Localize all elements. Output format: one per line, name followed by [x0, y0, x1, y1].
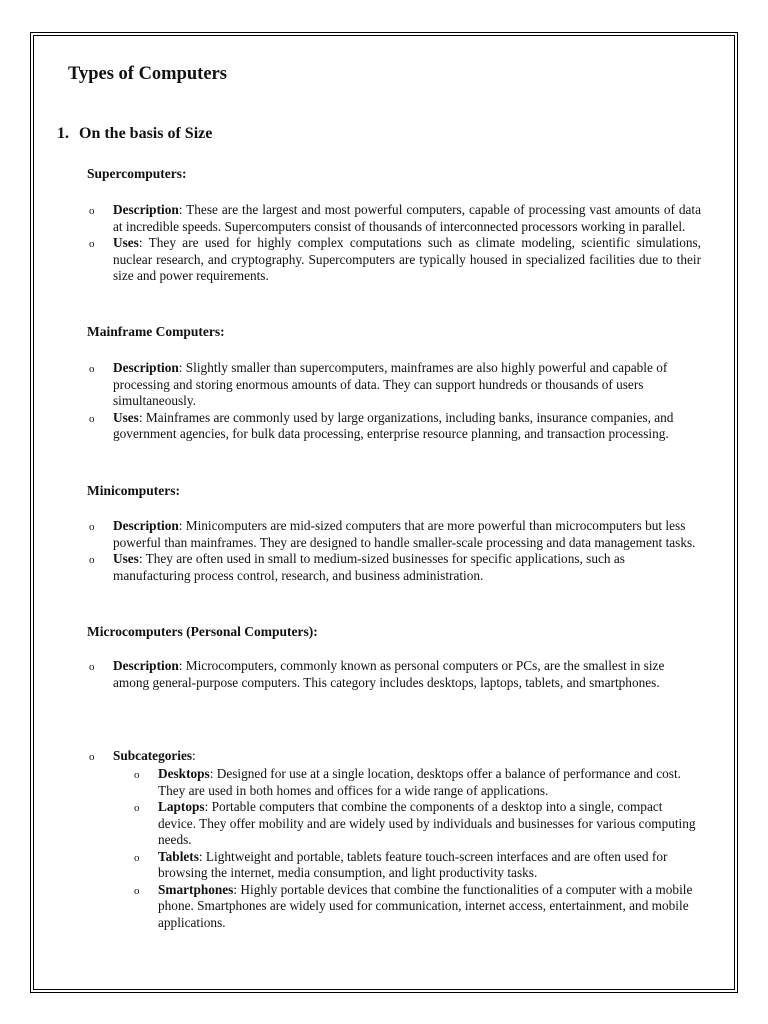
bullet-icon: o	[89, 238, 95, 250]
bullet-icon: o	[89, 554, 95, 566]
supercomputers-heading: Supercomputers:	[87, 166, 187, 181]
list-item	[89, 360, 701, 410]
subcategories-list	[89, 748, 701, 765]
bullet-icon: o	[89, 521, 95, 533]
item-text: : They are used for highly complex computations such as climate modeling, scientific simulations, nuclear research, and cryptography. Supercomputers are typically housed in specialized facilities due to their size and power requirements.	[113, 235, 701, 283]
bullet-icon: o	[89, 205, 95, 217]
sublist-item-tablets	[134, 849, 700, 882]
sublist-item-desktops	[134, 766, 700, 799]
item-text: : They are often used in small to medium-sized businesses for specific applications, such as manufacturing process control, research, and business administration.	[113, 551, 625, 583]
microcomputers-heading: Microcomputers (Personal Computers):	[87, 624, 318, 639]
item-term: Laptops	[158, 799, 205, 814]
subcategories-term: Subcategories	[113, 748, 193, 763]
item-text: : Highly portable devices that combine the functionalities of a computer with a mobile phone. Smartphones are widely used for communication, internet access, entertainment, and mobile applications.	[158, 881, 693, 930]
item-term: Tablets	[158, 848, 199, 864]
item-text: : Lightweight and portable, tablets feature touch-screen interfaces and are often used for browsing the internet, media consumption, and light productivity tasks.	[158, 848, 668, 880]
item-term: Description	[113, 202, 179, 217]
item-text: : Microcomputers, commonly known as personal computers or PCs, are the smallest in size among general-purpose computers. This category includes desktops, laptops, tablets, and smartphones.	[113, 658, 665, 690]
list-item	[89, 748, 701, 765]
item-text: : Mainframes are commonly used by large organizations, including banks, insurance companies, and government agencies, for bulk data processing, enterprise resource planning, and transaction processing.	[113, 409, 674, 441]
item-term: Uses	[113, 551, 139, 566]
item-text: : Slightly smaller than supercomputers, mainframes are also highly powerful and capable of processing and storing enormous amounts of data. They can support hundreds or thousands of users simultaneously.	[113, 360, 668, 408]
list-item	[89, 410, 701, 443]
item-term: Smartphones	[158, 881, 234, 897]
list-item	[89, 518, 701, 551]
minicomputers-heading: Minicomputers:	[87, 483, 180, 498]
item-text: : Portable computers that combine the components of a desktop into a single, compact device. They offer mobility and are widely used by individuals and businesses for various computing needs.	[158, 799, 696, 847]
subcategories-sublist	[134, 766, 700, 931]
bullet-icon: o	[89, 751, 95, 763]
bullet-icon: o	[134, 769, 140, 781]
subcategories-colon: :	[192, 748, 196, 763]
item-term: Description	[113, 360, 179, 375]
item-term: Uses	[113, 409, 139, 425]
item-term: Description	[113, 658, 179, 673]
bullet-icon: o	[89, 363, 95, 375]
microcomputers-list	[89, 658, 701, 691]
mainframes-list	[89, 360, 701, 443]
item-text: : Designed for use at a single location, desktops offer a balance of performance and cost. They are used in both homes and offices for a wide range of applications.	[158, 766, 681, 798]
mainframes-heading: Mainframe Computers:	[87, 324, 225, 339]
minicomputers-list	[89, 518, 701, 584]
list-item	[89, 202, 701, 235]
item-text: : These are the largest and most powerful computers, capable of processing vast amounts of data at incredible speeds. Supercomputers consist of thousands of interconnected processors working in parallel.	[113, 202, 701, 234]
list-item	[89, 658, 701, 691]
bullet-icon: o	[134, 884, 140, 897]
item-term: Desktops	[158, 766, 210, 781]
bullet-icon: o	[134, 802, 140, 814]
item-term: Uses	[113, 235, 139, 250]
bullet-icon: o	[89, 412, 95, 425]
document-title: Types of Computers	[68, 64, 227, 84]
sublist-item-smartphones	[134, 882, 700, 932]
bullet-icon: o	[134, 851, 140, 864]
item-text: : Minicomputers are mid-sized computers that are more powerful than microcomputers but less powerful than mainframes. They are designed to handle smaller-scale processing and data management tasks.	[113, 518, 696, 550]
sublist-item-laptops	[134, 799, 700, 849]
supercomputers-list	[89, 202, 701, 285]
list-item	[89, 551, 701, 584]
list-item	[89, 235, 701, 285]
item-term: Description	[113, 518, 179, 533]
section-heading	[57, 126, 212, 143]
section-number: 1.	[57, 125, 69, 142]
section-label: On the basis of Size	[79, 125, 213, 142]
bullet-icon: o	[89, 661, 95, 673]
